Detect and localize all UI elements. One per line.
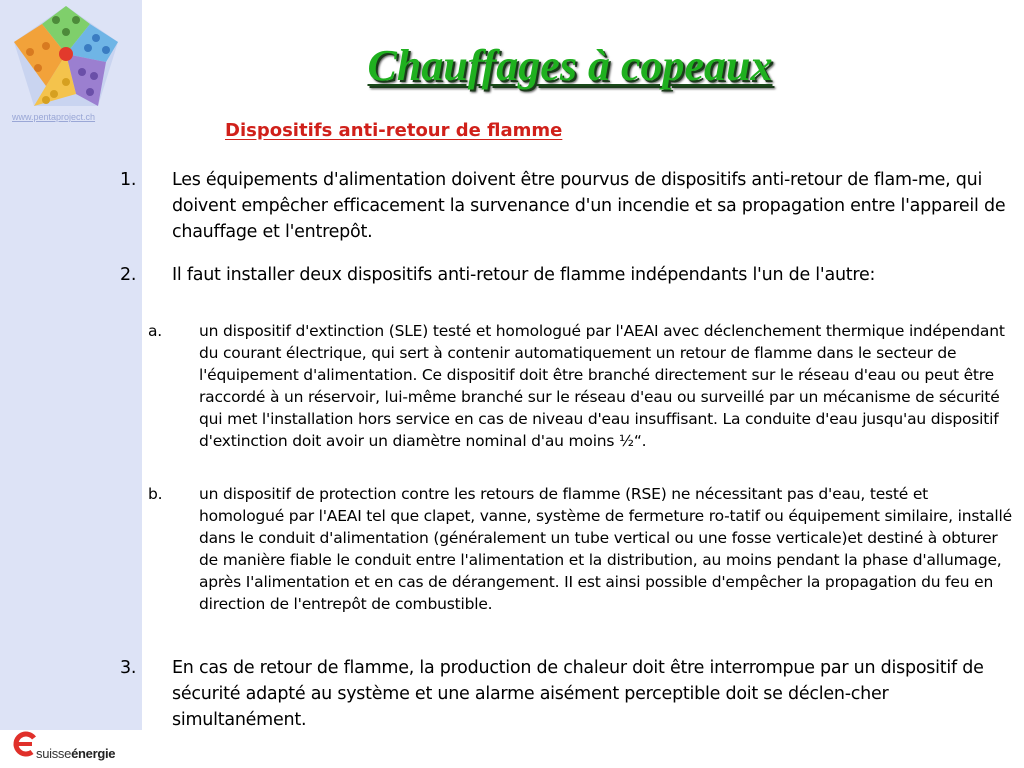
list-item-number: 3. [120, 658, 137, 678]
list-item-number: 2. [120, 265, 137, 285]
list-item-text: En cas de retour de flamme, la production de chaleur doit être interrompue par un dispositif de sécurité adapté au système et une alarme aisément perceptible doit se déclen-cher simultanément. [172, 658, 984, 730]
list-item-text: Les équipements d'alimentation doivent être pourvus de dispositifs anti-retour de flam-me, qui doivent empêcher efficacement la survenance d'un incendie et sa propagation entre l'appareil de chauffage et l'entrepôt. [172, 170, 1006, 242]
sub-list-item-letter: a. [148, 322, 163, 340]
sub-list-item-text: un dispositif de protection contre les retours de flamme (RSE) ne nécessitant pas d'eau, testé et homologué par l'AEAI tel que clapet, vanne, système de fermeture ro-tatif ou équipement similaire, installé dans le conduit d'alimentation (généralement un tube vertical ou une fosse verticale)et destiné à obturer de manière fiable le conduit entre l'alimentation et la distribution, au moins pendant la phase d'allumage, après I'alimentation et en cas de dérangement. II est ainsi possible d'empêcher la propagation du feu en direction de l'entrepôt de combustible. [199, 485, 1012, 613]
sub-list-item-text: un dispositif d'extinction (SLE) testé et homologué par l'AEAI avec déclenchement thermique indépendant du courant électrique, qui sert à contenir automatiquement un retour de flamme dans le secteur de l'équipement d'alimentation. Ce dispositif doit être branché directement sur le réseau d'eau ou peut être raccordé à un réservoir, lui-même branché sur le réseau d'eau ou surveillé par un mécanisme de sécurité qui met l'installation hors service en cas de niveau d'eau insuffisant. La conduite d'eau jusqu'au dispositif d'extinction doit avoir un diamètre nominal d'au moins ½“. [199, 322, 1005, 450]
sub-list-item-letter: b. [148, 485, 163, 503]
list-item-number: 1. [120, 170, 137, 190]
suisse-energie-icon [10, 728, 38, 760]
website-link[interactable]: www.pentaproject.ch [12, 112, 96, 122]
sidebar [0, 0, 142, 730]
suisse-energie-logo [10, 728, 140, 766]
list-item-text: Il faut installer deux dispositifs anti-retour de flamme indépendants l'un de l'autre: [172, 265, 876, 285]
slide-title: Chauffages à copeaux [367, 41, 773, 90]
slide-subtitle: Dispositifs anti-retour de flamme [225, 120, 563, 141]
penta-project-logo [10, 2, 122, 110]
footer-brand-text: suisseénergie [36, 746, 116, 761]
